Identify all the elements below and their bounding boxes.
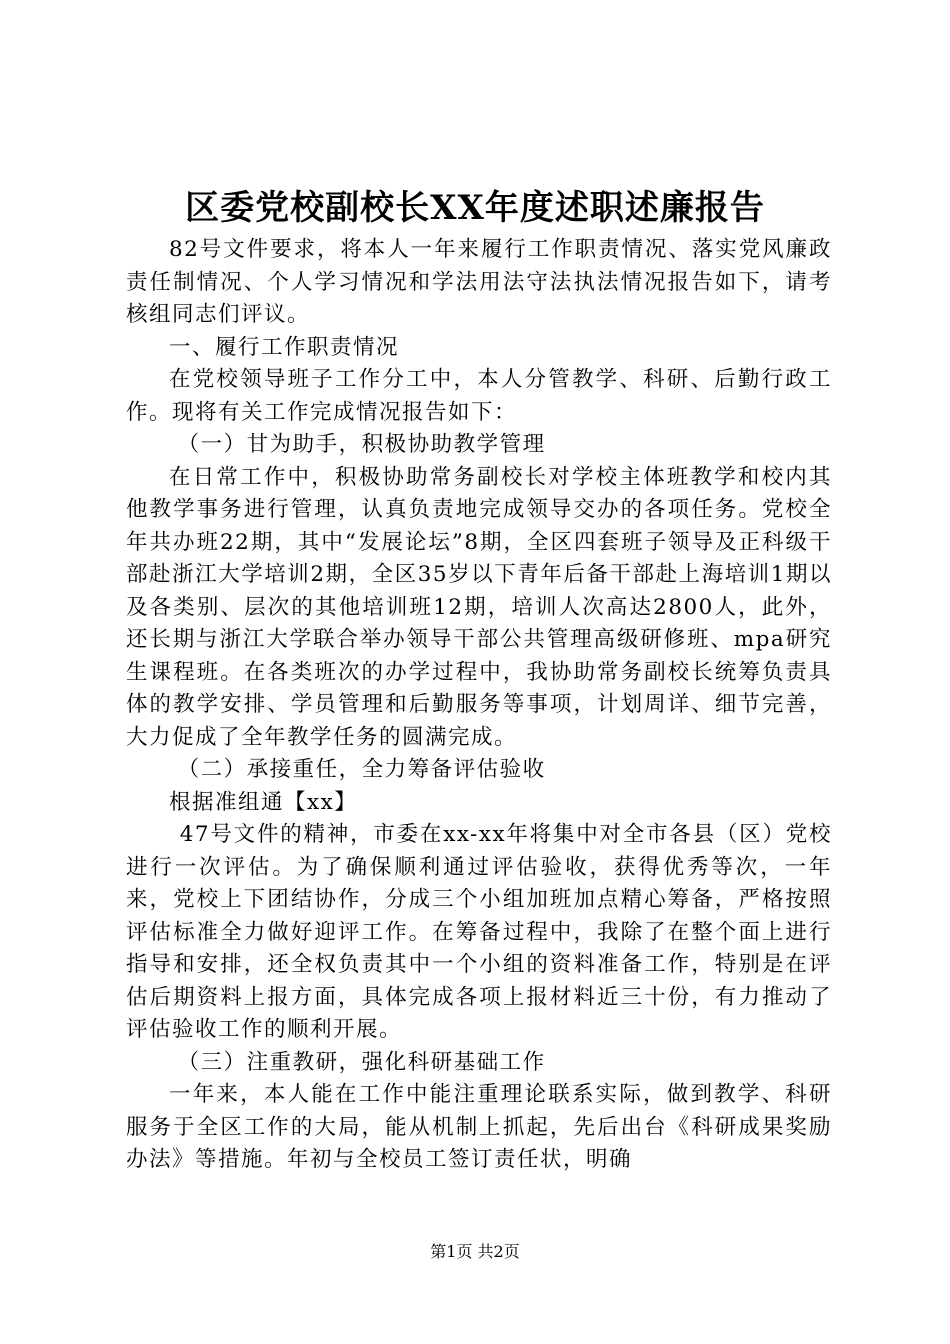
paragraph-teaching: 在日常工作中，积极协助常务副校长对学校主体班教学和校内其他教学事务进行管理，认真负责地完成领导交办的各项任务。党校全年共办班22期，其中“发展论坛”8期，全区四套班子领导及正科级干部赴浙江大学培训2期，全区35岁以下青年后备干部赴上海培训1期以及各类别、层次的其他培训班12期，培训人次高达2800人，此外，还长期与浙江大学联合举办领导干部公共管理高级研修班、mpa研究生课程班。在各类班次的办学过程中，我协助常务副校长统筹负责具体的教学安排、学员管理和后勤服务等事项，计划周详、细节完善，大力促成了全年教学任务的圆满完成。 (126, 464, 832, 750)
paragraph-duties: 在党校领导班子工作分工中，本人分管教学、科研、后勤行政工作。现将有关工作完成情况报告如下： (126, 367, 832, 425)
page-number: 第1页 共2页 (430, 1242, 520, 1261)
subsection-heading-2: （二）承接重任，全力筹备评估验收 (177, 757, 546, 782)
subsection-heading-1: （一）甘为助手，积极协助教学管理 (177, 432, 546, 457)
paragraph-research: 一年来，本人能在工作中能注重理论联系实际，做到教学、科研服务于全区工作的大局，能从机制上抓起，先后出台《科研成果奖励办法》等措施。年初与全校员工签订责任状，明确 (126, 1082, 832, 1172)
paragraph-intro: 82号文件要求，将本人一年来履行工作职责情况、落实党风廉政责任制情况、个人学习情况和学法用法守法执法情况报告如下，请考核组同志们评议。 (126, 237, 832, 327)
paragraph-evaluation: 47号文件的精神，市委在xx-xx年将集中对全市各县（区）党校进行一次评估。为了确保顺利通过评估验收，获得优秀等次，一年来，党校上下团结协作，分成三个小组加班加点精心筹备，严格按照评估标准全力做好迎评工作。在筹备过程中，我除了在整个面上进行指导和安排，还全权负责其中一个小组的资料准备工作，特别是在评估后期资料上报方面，具体完成各项上报材料近三十份，有力推动了评估验收工作的顺利开展。 (126, 822, 832, 1042)
document-body (126, 234, 832, 1177)
paragraph-basis: 根据准组通【xx】 (169, 789, 358, 815)
section-heading-1: 一、履行工作职责情况 (169, 334, 400, 360)
document-title: 区委党校副校长XX年度述职述廉报告 (185, 188, 765, 228)
subsection-heading-3: （三）注重教研，强化科研基础工作 (177, 1049, 546, 1075)
